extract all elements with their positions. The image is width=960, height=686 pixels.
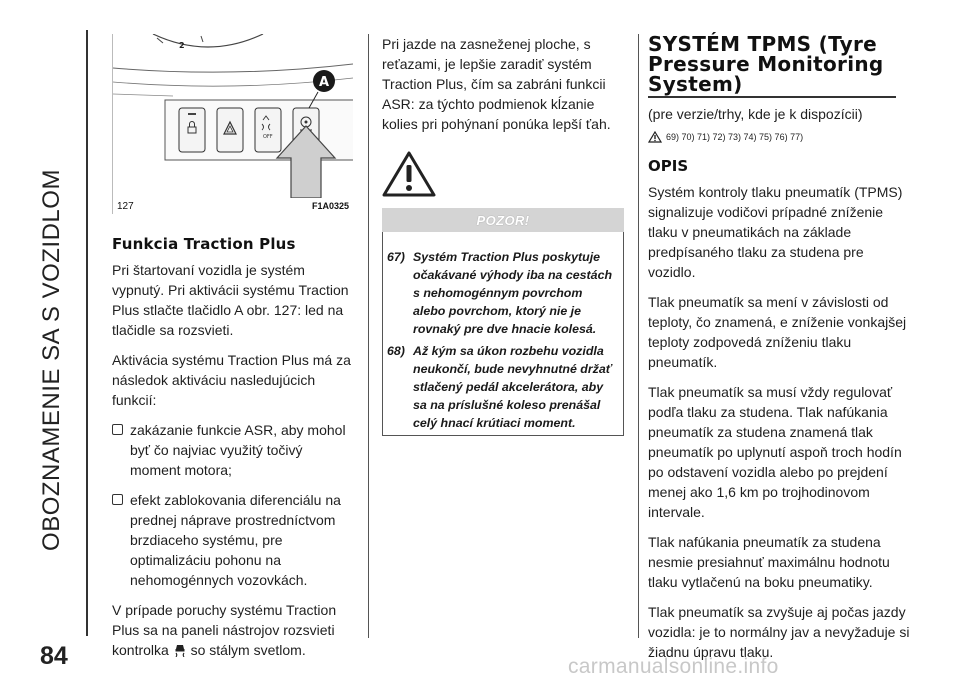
dial-number: 2 (179, 41, 185, 50)
warning-title-bar: POZOR! (382, 208, 624, 232)
column-divider-1 (368, 34, 369, 638)
small-warning-icon (648, 131, 662, 143)
warning-item: 68) Až kým sa úkon rozbehu vozidla neukončí, bude nevyhnutné držať stlačený pedál akcelerátora, aby sa na príslušné koleso prenášal celý hnací krútiaci moment. (387, 344, 612, 430)
paragraph: Tlak pneumatík sa musí vždy regulovať podľa tlaku za studena. Tlak nafúkania pneumatík za studena znamená tlak pneumatík po uplynutí aspoň troch hodín po odstavení vozidla alebo po prejdení menej ako 1,6 km po trojhodinovom intervale. (648, 383, 902, 520)
chapter-side-title: OBOZNAMENIE SA S VOZIDLOM (38, 169, 65, 551)
checkbox-bullet-icon (112, 494, 123, 505)
section-heading-tpms: SYSTÉM TPMS (Tyre Pressure Monitoring System) (648, 32, 884, 96)
section-heading-traction-plus: Funkcia Traction Plus (112, 235, 296, 253)
heading-underline (648, 96, 896, 98)
warning-references: 69) 70) 71) 72) 73) 74) 75) 76) 77) (648, 130, 910, 144)
paragraph: Aktivácia systému Traction Plus má za následok aktiváciu nasledujúcich funkcií: (112, 352, 351, 408)
subsection-heading-opis: OPIS (648, 156, 689, 175)
paragraph: Pri jazde na zasneženej ploche, s reťazami, je lepšie zaradiť systém Traction Plus, čím sa zabráni funkcii ASR: za týchto podmienok kĺzanie kolies pri pohýnaní ponúka lepší ťah. (382, 36, 611, 132)
figure-number: 127 (117, 200, 134, 212)
side-divider (86, 30, 88, 636)
warning-item: 67) Systém Traction Plus poskytuje očakávané výhody iba na cestách s nehomogénnym povrchom alebo povrchom, ktorý nie je rovnaký pre dve hnacie kolesá. (387, 250, 613, 336)
paragraph: Tlak nafúkania pneumatík za studena nesmie presiahnuť maximálnu hodnotu tlaku vytlačenú na boku pneumatiky. (648, 533, 890, 590)
paragraph: Systém kontroly tlaku pneumatík (TPMS) signalizuje vodičovi prípadné zníženie tlaku v pneumatikách na základe predpísaného tlaku za studena pre vozidlo. (648, 183, 903, 280)
watermark: carmanualsonline.info (568, 655, 779, 678)
column-divider-2 (638, 34, 639, 638)
paragraph: Tlak pneumatík sa mení v závislosti od teploty, čo znamená, e zníženie vonkajšej teploty zodpovedá zníženiu tlaku pneumatík. (648, 293, 907, 370)
page-number: 84 (40, 642, 68, 670)
traction-control-warning-icon (173, 643, 187, 657)
svg-text:OFF: OFF (263, 134, 273, 140)
list-item: efekt zablokovania diferenciálu na prednej náprave prostredníctvom brzdiaceho systému, pre optimalizáciu pohonu na nehomogénnych vozovkách. (112, 490, 352, 590)
column-1 (112, 234, 352, 670)
figure-caption (113, 198, 353, 214)
checkbox-bullet-icon (112, 424, 123, 435)
list-item: zakázanie funkcie ASR, aby mohol byť čo najviac využitý točivý moment motora; (112, 420, 352, 480)
hazard-button (217, 108, 243, 152)
paragraph: Tlak pneumatík sa zvyšuje aj počas jazdy vozidla: je to normálny jav a nevyžaduje si žiadnu úpravu tlaku. (648, 603, 910, 660)
warning-triangle-icon (382, 150, 436, 198)
esc-off-button (255, 108, 281, 152)
paragraph: V prípade poruchy systému Traction Plus sa na paneli nástrojov rozsvieti kontrolka so stálym svetlom. (112, 602, 337, 658)
warning-box (382, 232, 624, 436)
dashboard-illustration (113, 34, 353, 198)
paragraph: Pri štartovaní vozidla je systém vypnutý. Pri aktivácii systému Traction Plus stlačte tlačidlo A obr. 127: led na tlačidle sa rozsvieti. (112, 262, 349, 338)
column-2 (382, 34, 624, 144)
figure-code: F1A0325 (311, 201, 349, 211)
availability-note: (pre verzie/trhy, kde je k dispozícii) (648, 105, 863, 122)
callout-letter: A (318, 75, 330, 90)
column-3 (648, 34, 910, 672)
dashboard-button-figure (112, 34, 352, 214)
